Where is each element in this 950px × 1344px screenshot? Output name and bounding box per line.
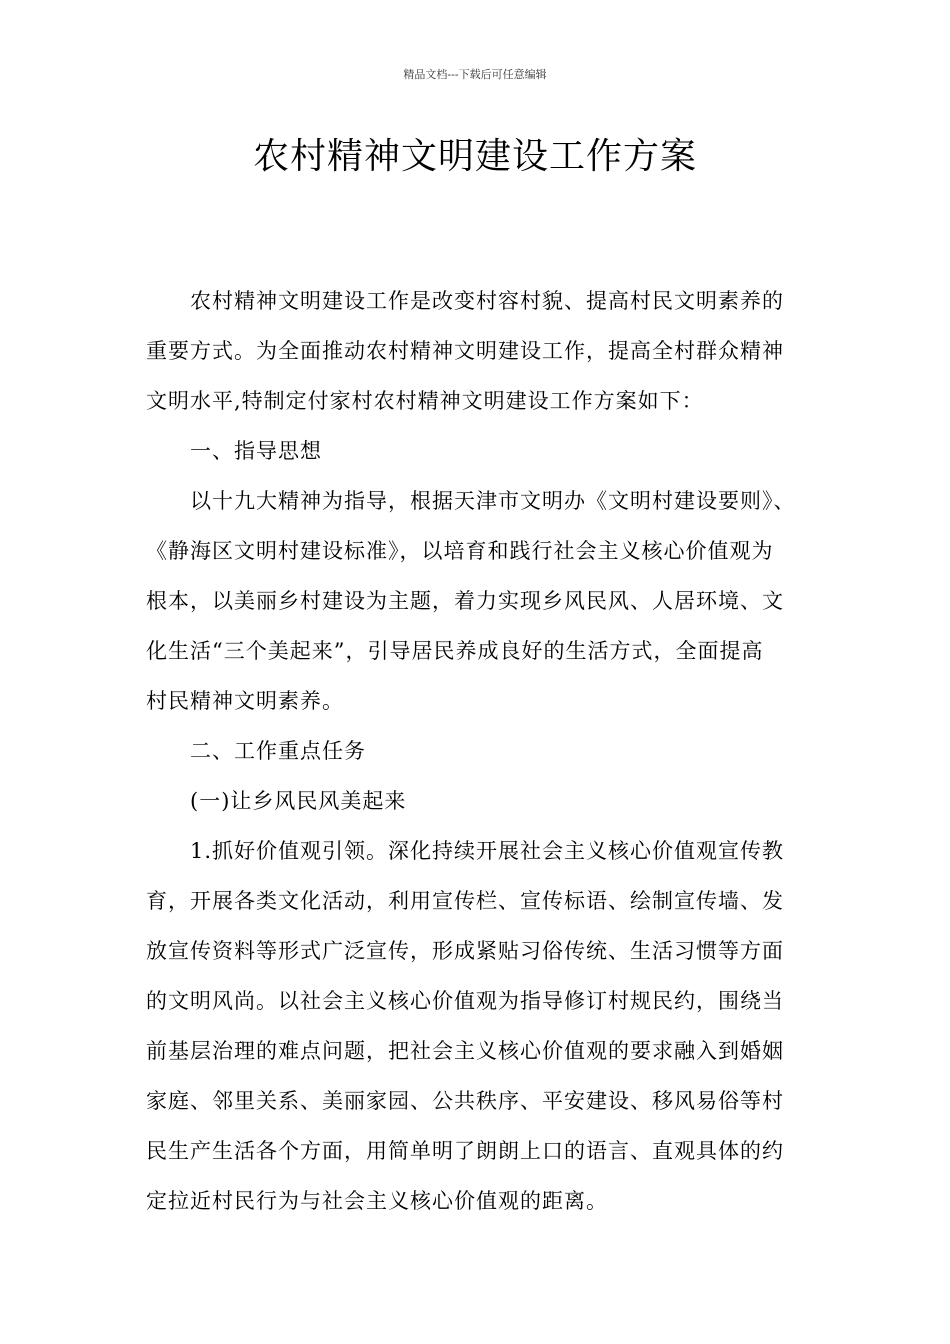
paragraph-line: 的文明风尚。以社会主义核心价值观为指导修订村规民约，围绕当 — [146, 989, 784, 1013]
paragraph-line: 农村精神文明建设工作是改变村容村貌、提高村民文明素养的 — [190, 289, 784, 313]
paragraph-line: 化生活“三个美起来”，引导居民养成良好的生活方式，全面提高 — [146, 639, 764, 663]
header-note: 精品文档---下载后可任意编辑 — [403, 68, 547, 81]
paragraph-line: 定拉近村民行为与社会主义核心价值观的距离。 — [146, 1189, 608, 1213]
document-body — [146, 281, 810, 1231]
paragraph-line: 重要方式。为全面推动农村精神文明建设工作，提高全村群众精神 — [146, 339, 784, 363]
paragraph-line: 前基层治理的难点问题，把社会主义核心价值观的要求融入到婚姻 — [146, 1039, 784, 1063]
paragraph-line: 文明水平,特制定付家村农村精神文明建设工作方案如下： — [146, 389, 704, 413]
section-heading: 二、工作重点任务 — [190, 739, 366, 763]
paragraph-line: 家庭、邻里关系、美丽家园、公共秩序、平安建设、移风易俗等村 — [146, 1089, 784, 1113]
paragraph-line: 以十九大精神为指导，根据天津市文明办《文明村建设要则》、 — [190, 489, 796, 513]
paragraph-line: 育，开展各类文化活动，利用宣传栏、宣传标语、绘制宣传墙、发 — [146, 889, 784, 913]
paragraph-line: 村民精神文明素养。 — [146, 689, 344, 713]
section-heading: 一、指导思想 — [190, 439, 322, 463]
paragraph-line: 1.抓好价值观引领。深化持续开展社会主义核心价值观宣传教 — [190, 839, 785, 863]
paragraph-line: 根本，以美丽乡村建设为主题，着力实现乡风民风、人居环境、文 — [146, 589, 784, 613]
paragraph-line: 放宣传资料等形式广泛宣传，形成紧贴习俗传统、生活习惯等方面 — [146, 939, 784, 963]
subsection-heading: (一)让乡风民风美起来 — [190, 789, 407, 813]
document-title: 农村精神文明建设工作方案 — [252, 136, 697, 177]
paragraph-line: 民生产生活各个方面，用简单明了朗朗上口的语言、直观具体的约 — [146, 1139, 784, 1163]
paragraph-line: 《静海区文明村建设标准》，以培育和践行社会主义核心价值观为 — [146, 539, 774, 563]
